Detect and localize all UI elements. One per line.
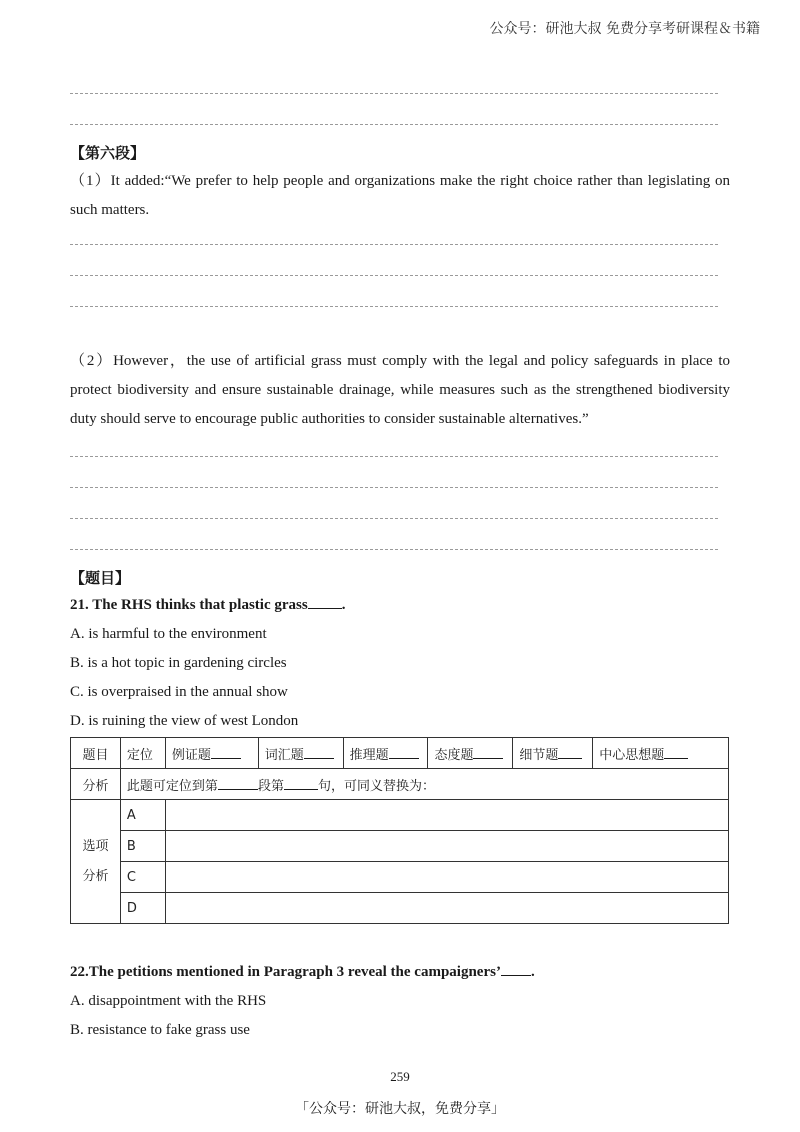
table-row-label: 题目 (71, 738, 121, 769)
table-cell: 推理题 (343, 738, 428, 769)
question-21-option-c: C. is overpraised in the annual show (70, 684, 288, 700)
page-number: 259 (390, 1069, 410, 1084)
answer-line (70, 518, 718, 519)
question-22-option-b: B. resistance to fake grass use (70, 1022, 250, 1038)
question-21-option-a: A. is harmful to the environment (70, 626, 267, 642)
question-22-option-a: A. disappointment with the RHS (70, 993, 267, 1009)
question-21-option-d: D. is ruining the view of west London (70, 713, 299, 729)
answer-line (70, 244, 718, 245)
answer-line (70, 275, 718, 276)
answer-line (70, 487, 718, 488)
answer-line (70, 93, 718, 94)
option-letter: B (120, 831, 165, 862)
table-cell: 定位 (120, 738, 165, 769)
option-analysis-cell[interactable] (165, 831, 728, 862)
header-watermark: 公众号：研池大叔 免费分享考研课程＆书籍 (489, 21, 760, 37)
questions-title: 【题目】 (70, 569, 131, 587)
table-cell: 例证题 (165, 738, 258, 769)
sentence-1: （1）It added:“We prefer to help people and organizations make the right choice rather than legislating on such matters. (70, 173, 730, 218)
table-cell: 中心思想题 (593, 738, 729, 769)
option-analysis-cell[interactable] (165, 893, 728, 924)
table-row-label: 分析 (71, 769, 121, 800)
option-letter: A (120, 800, 165, 831)
question-21-option-b: B. is a hot topic in gardening circles (70, 655, 287, 671)
table-cell: 细节题 (513, 738, 593, 769)
option-analysis-cell[interactable] (165, 862, 728, 893)
answer-line (70, 456, 718, 457)
answer-line (70, 124, 718, 125)
answer-line (70, 306, 718, 307)
question-21-stem: 21. The RHS thinks that plastic grass . (70, 597, 346, 613)
table-cell: 此题可定位到第 段第 句，可同义替换为： (120, 769, 728, 800)
table-cell: 态度题 (428, 738, 513, 769)
option-analysis-cell[interactable] (165, 800, 728, 831)
footer-watermark: 「公众号：研池大叔，免费分享」 (295, 1101, 505, 1117)
options-analysis-label: 选项 分析 (71, 800, 121, 924)
analysis-table (70, 737, 729, 924)
table-cell: 词汇题 (258, 738, 343, 769)
section-title: 【第六段】 (70, 144, 146, 162)
answer-line (70, 549, 718, 550)
option-letter: C (120, 862, 165, 893)
option-letter: D (120, 893, 165, 924)
sentence-2: （2）However，the use of artificial grass must comply with the legal and policy safeguards in place to protect biodiversity and ensure sustainable drainage, while measures such as the strengthened biodiversity duty should serve to encourage public authorities to consider sustainable alternatives.” (70, 353, 730, 427)
question-22-stem: 22.The petitions mentioned in Paragraph 3 reveal the campaigners’ . (70, 964, 535, 980)
